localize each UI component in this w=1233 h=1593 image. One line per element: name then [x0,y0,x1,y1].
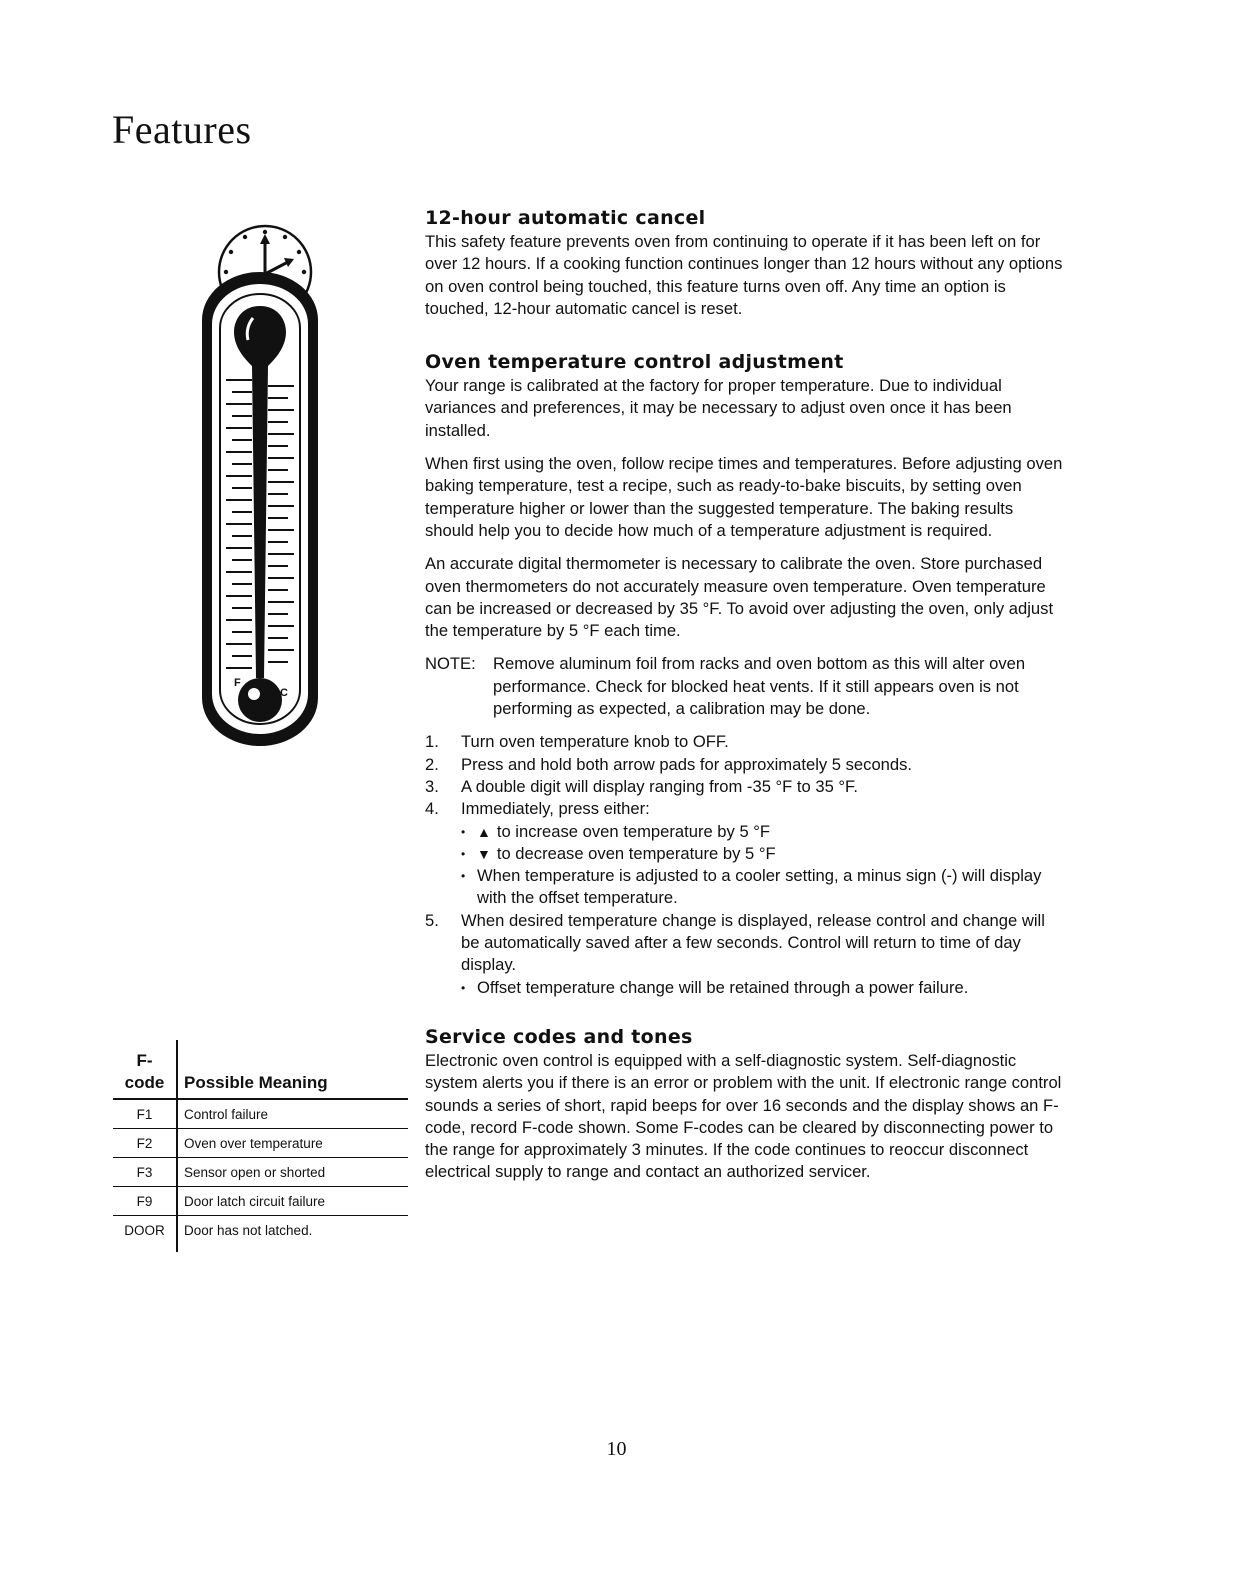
table-header [113,1040,408,1098]
bullet: • [461,869,466,884]
section-temp-adjust [425,350,1065,999]
list-item [425,910,1065,999]
section-body: Electronic oven control is equipped with a self-diagnostic system. Self-diagnostic system alerts you if there is an error or problem with the unit. If electronic range control sounds a series of short, rapid beeps for over 16 seconds and the display shows an F-code, record F-code shown. Some F-codes can be cleared by disconnecting power to the range for approximately 3 minutes. If the code continues to reoccur disconnect electrical supply to range and contact an authorized servicer. [425,1050,1062,1182]
list-item [425,798,1065,909]
table-row [113,1129,408,1158]
sub-item-text: to decrease oven temperature by 5 °F [496,843,776,863]
code-cell: F2 [136,1135,153,1151]
paragraph: Your range is calibrated at the factory for proper temperature. Due to individual variances and preferences, it may be necessary to adjust oven once it has been installed. [425,376,1012,440]
note [425,653,1065,720]
sub-list [461,821,1065,910]
step-text: When desired temperature change is displayed, release control and change will be automatically saved after a few seconds. Control will return to time of day display. [461,910,1045,975]
sub-item-text: Offset temperature change will be retained through a power failure. [477,977,969,997]
sub-item [461,821,1065,843]
main-content [425,206,1065,1184]
up-arrow-icon: ▲ [477,823,491,840]
list-item [425,731,1065,753]
section-title: Oven temperature control adjustment [425,351,844,374]
code-cell: DOOR [124,1222,165,1238]
thermometer-icon [198,268,322,750]
step-text: Immediately, press either: [461,799,650,819]
table-row [113,1100,408,1129]
table-row [113,1216,408,1244]
meaning-cell: Sensor open or shorted [184,1164,326,1180]
paragraph: An accurate digital thermometer is necessary to calibrate the oven. Store purchased oven thermometers do not accurately measure oven temperature. Oven temperature can be increased or decreased by 35 °F. To avoid over adjusting the oven, only adjust the temperature by 5 °F each time. [425,554,1054,641]
page-number: 10 [606,1438,627,1460]
code-cell: F1 [136,1106,153,1122]
fcode-table [113,1040,408,1244]
header-meaning: Possible Meaning [184,1073,328,1092]
header-code: F- code [124,1051,165,1092]
sub-item [461,977,1065,999]
bullet: • [461,824,466,839]
section-body: This safety feature prevents oven from continuing to operate if it has been left on for over 12 hours. If a cooking function continues longer than 12 hours without any options on oven control being touched, this feature turns oven off. Any time an option is touched, 12-hour automatic cancel is reset. [425,232,1063,318]
bullet: • [461,980,466,995]
sub-item-text: to increase oven temperature by 5 °F [496,821,771,841]
step-number: 4. [425,799,439,819]
thermometer-label-c: C [280,687,288,699]
sub-item [461,865,1065,910]
list-item [425,754,1065,776]
sub-item-text: When temperature is adjusted to a cooler setting, a minus sign (-) will display with the offset temperature. [477,866,1042,908]
step-text: Turn oven temperature knob to OFF. [461,732,729,752]
table-row [113,1187,408,1216]
list-item [425,776,1065,798]
meaning-cell: Control failure [184,1106,269,1122]
step-number: 3. [425,776,439,796]
paragraph: When first using the oven, follow recipe times and temperatures. Before adjusting oven baking temperature, test a recipe, such as ready-to-bake biscuits, by setting oven temperature higher or lower than the suggested temperature. The baking results should help you to decide how much of a temperature adjustment is required. [425,454,1063,540]
section-title: Service codes and tones [425,1025,693,1048]
bullet: • [461,846,466,861]
steps-list [425,731,1065,999]
table-row [113,1158,408,1187]
thermometer-label-f: F [234,677,241,689]
step-number: 1. [425,732,439,752]
section-auto-cancel [425,206,1065,320]
section-title: 12-hour automatic cancel [425,207,706,229]
step-text: A double digit will display ranging from -35 °F to 35 °F. [461,776,858,796]
step-number: 2. [425,754,439,774]
code-cell: F9 [136,1193,153,1209]
sub-item [461,843,1065,865]
down-arrow-icon: ▼ [477,845,491,862]
code-cell: F3 [136,1164,153,1180]
page-title: Features [112,107,252,152]
meaning-cell: Door latch circuit failure [184,1193,326,1209]
note-text: Remove aluminum foil from racks and oven bottom as this will alter oven performance. Check for blocked heat vents. If it still appears oven is not performing as expected, a calibration may be done. [493,654,1026,719]
meaning-cell: Door has not latched. [184,1222,313,1238]
sub-list [461,977,1065,999]
step-text: Press and hold both arrow pads for approximately 5 seconds. [461,754,913,774]
meaning-cell: Oven over temperature [184,1135,323,1151]
note-label: NOTE: [425,654,476,674]
step-number: 5. [425,910,439,930]
section-service-codes [425,1025,1065,1184]
